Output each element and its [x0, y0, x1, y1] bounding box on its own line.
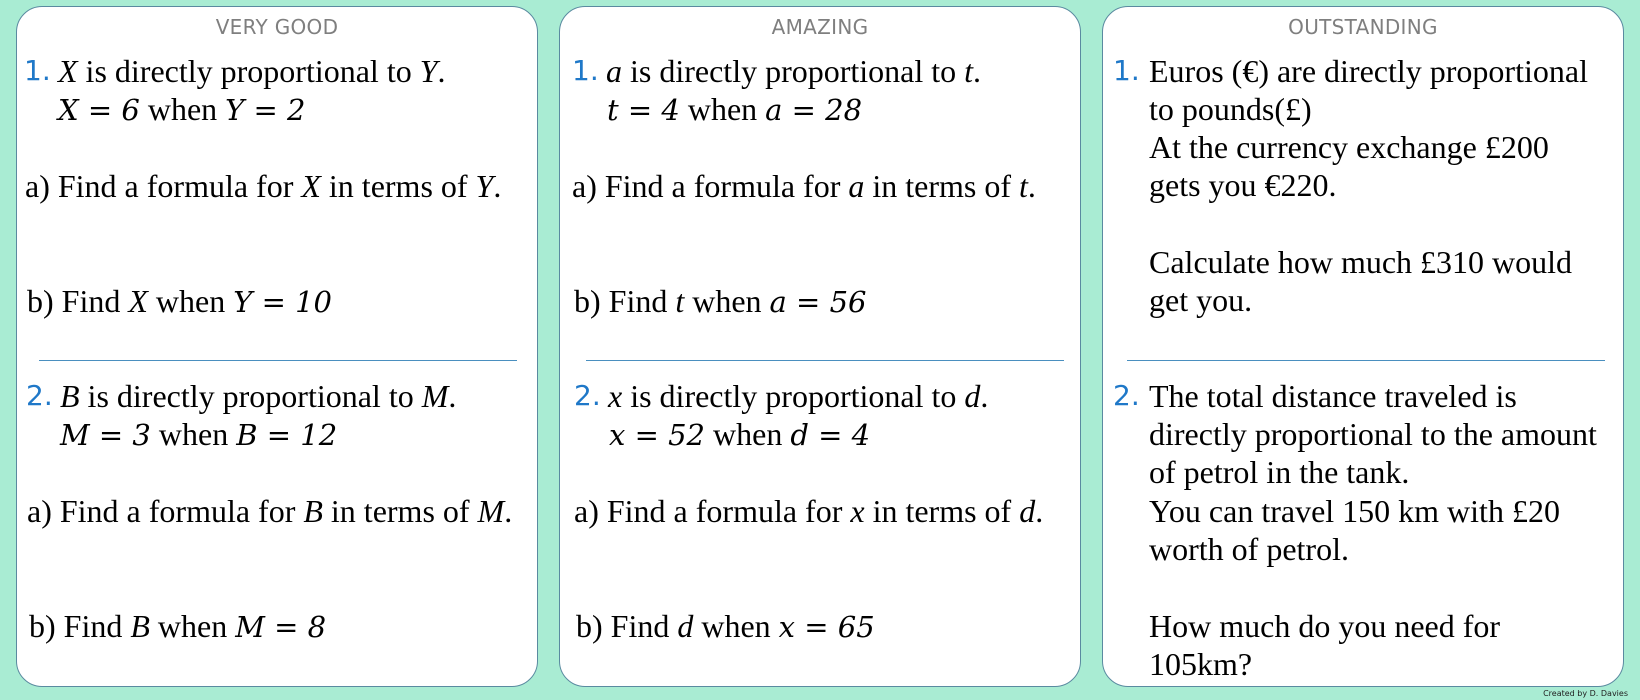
credit-text: Created by D. Davies: [1543, 689, 1628, 698]
part-a: a) Find a formula for a in terms of t.: [572, 168, 1036, 204]
question-condition: x = 52 when d = 4: [609, 416, 871, 452]
question-text-line: Euros (€) are directly proportional: [1149, 53, 1588, 89]
question-text-line: of petrol in the tank.: [1149, 454, 1410, 490]
question-condition: X = 6 when Y = 2: [58, 91, 306, 127]
part-b: b) Find B when M = 8: [29, 608, 327, 644]
question-number: 1.: [572, 54, 599, 87]
card-title: OUTSTANDING: [1288, 15, 1438, 39]
question-number: 2.: [574, 379, 601, 412]
question-number: 1.: [24, 54, 51, 87]
part-b: b) Find X when Y = 10: [27, 283, 332, 319]
part-a: a) Find a formula for B in terms of M.: [27, 493, 513, 529]
divider: [586, 360, 1064, 361]
question-text-line: 105km?: [1149, 646, 1253, 682]
question-condition: t = 4 when a = 28: [607, 91, 863, 127]
card-title: VERY GOOD: [215, 15, 339, 39]
part-a: a) Find a formula for X in terms of Y.: [25, 168, 502, 204]
question-condition: M = 3 when B = 12: [60, 416, 338, 452]
part-b: b) Find t when a = 56: [574, 283, 867, 319]
card-amazing: [559, 6, 1081, 687]
question-text-line: You can travel 150 km with £20: [1149, 493, 1560, 529]
card-outstanding: [1102, 6, 1624, 687]
question-number: 1.: [1113, 54, 1140, 87]
question-text-line: The total distance traveled is: [1149, 378, 1517, 414]
question-text-line: get you.: [1149, 282, 1253, 318]
question-statement: x is directly proportional to d.: [608, 378, 989, 414]
question-statement: a is directly proportional to t.: [606, 53, 982, 89]
question-number: 2.: [26, 379, 53, 412]
question-text-line: worth of petrol.: [1149, 531, 1349, 567]
divider: [39, 360, 517, 361]
card-title: AMAZING: [771, 15, 869, 39]
question-text-line: At the currency exchange £200: [1149, 129, 1549, 165]
question-text-line: to pounds(£): [1149, 91, 1312, 127]
part-a: a) Find a formula for x in terms of d.: [574, 493, 1044, 529]
question-text-line: gets you €220.: [1149, 167, 1337, 203]
part-b: b) Find d when x = 65: [576, 608, 875, 644]
question-text-line: Calculate how much £310 would: [1149, 244, 1573, 280]
question-number: 2.: [1113, 379, 1140, 412]
question-text-line: directly proportional to the amount: [1149, 416, 1597, 452]
question-statement: X is directly proportional to Y.: [58, 53, 446, 89]
question-statement: B is directly proportional to M.: [60, 378, 457, 414]
question-text-line: How much do you need for: [1149, 608, 1501, 644]
divider: [1127, 360, 1605, 361]
card-very-good: [16, 6, 538, 687]
